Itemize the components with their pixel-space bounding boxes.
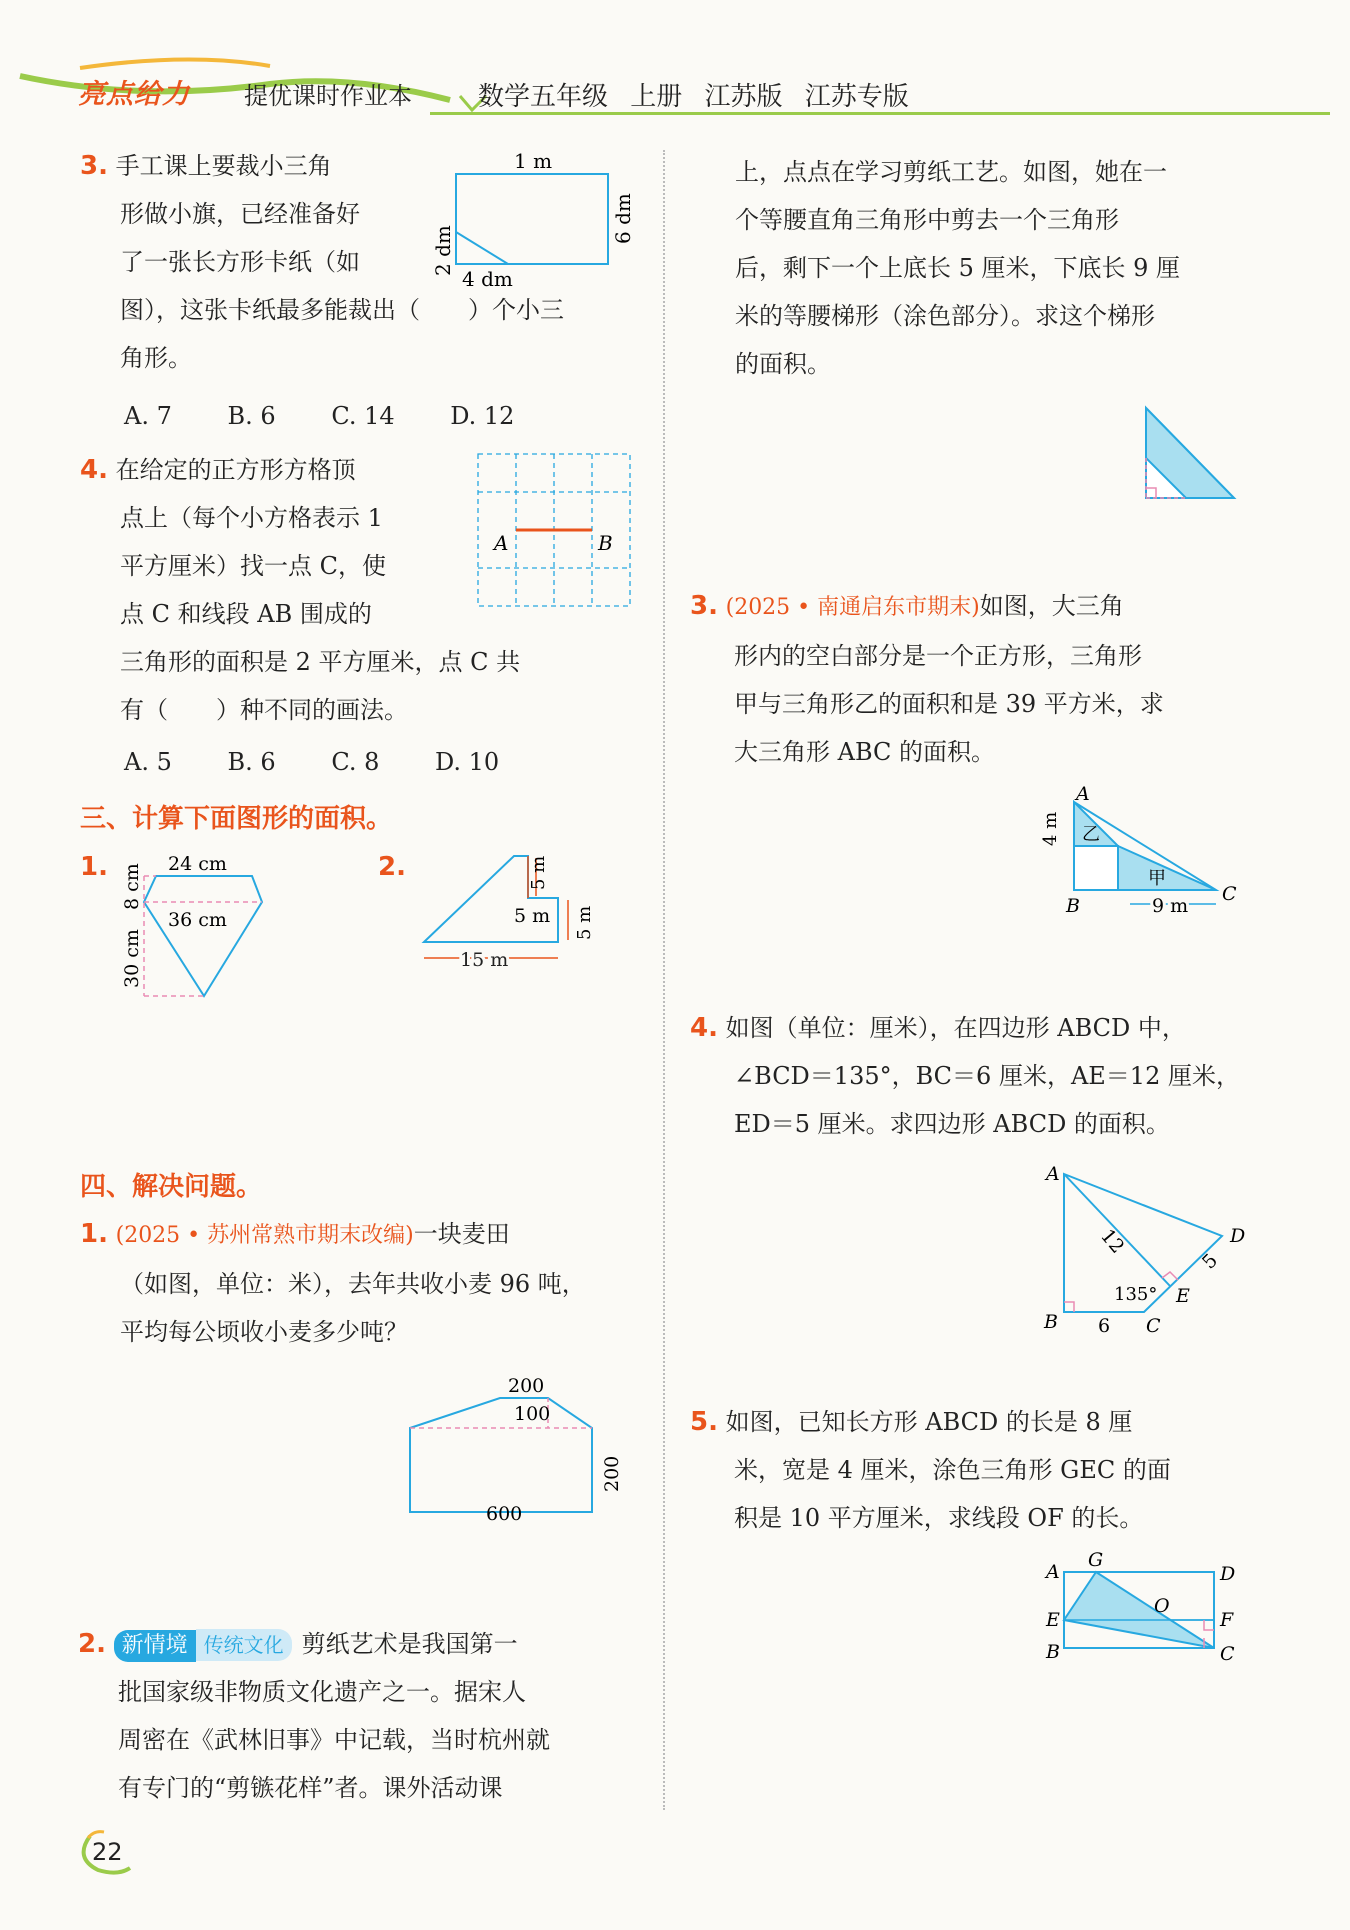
label-jia: 甲 xyxy=(1148,868,1166,889)
label-right: 5 m xyxy=(574,905,595,940)
question-text: 批国家级非物质文化遗产之一。据宋人 xyxy=(118,1678,526,1706)
big-triangle-figure xyxy=(1034,783,1244,940)
label-top: 5 m xyxy=(528,855,549,890)
point-c: C xyxy=(1146,1315,1161,1337)
question-text: 一块麦田 xyxy=(413,1220,510,1248)
option[interactable]: B. 6 xyxy=(227,748,276,776)
question-number: 3. xyxy=(690,591,718,621)
options-q3 xyxy=(124,402,562,430)
question-text: 有（ ）种不同的画法。 xyxy=(120,696,408,724)
point-a: A xyxy=(494,531,509,555)
option[interactable]: A. 7 xyxy=(124,402,172,430)
label-left: 2 dm xyxy=(431,225,455,276)
question-text: 个等腰直角三角形中剪去一个三角形 xyxy=(735,206,1119,234)
question-number: 1. xyxy=(80,1219,108,1249)
label-mid: 36 cm xyxy=(168,909,227,931)
card-rectangle-figure xyxy=(431,148,640,292)
point-a: A xyxy=(1046,1163,1060,1185)
label-ed: 5 xyxy=(1197,1249,1223,1274)
question-text: （如图，单位：米），去年共收小麦 96 吨， xyxy=(120,1270,586,1298)
papercut-figure xyxy=(1140,402,1240,506)
question-number: 2. xyxy=(78,1629,106,1659)
series-title: 提优课时作业本 xyxy=(244,82,412,110)
question-text: 了一张长方形卡纸（如 xyxy=(120,248,360,276)
point-d: D xyxy=(1220,1563,1236,1585)
point-b: B xyxy=(1066,895,1080,917)
point-o: O xyxy=(1154,1595,1170,1617)
label-bottom: 4 dm xyxy=(462,267,513,291)
question-text: 上，点点在学习剪纸工艺。如图，她在一 xyxy=(735,158,1167,186)
header-rule xyxy=(430,112,1330,115)
option[interactable]: A. 5 xyxy=(124,748,172,776)
question-text: 角形。 xyxy=(120,344,192,372)
point-b: B xyxy=(1044,1311,1058,1333)
question-text: 剪纸艺术是我国第一 xyxy=(301,1630,518,1658)
calc-2-number: 2. xyxy=(378,852,406,882)
option[interactable]: C. 14 xyxy=(331,402,395,430)
field-figure xyxy=(400,1364,640,1528)
problem-4 xyxy=(690,1004,1260,1148)
question-text: ED＝5 厘米。求四边形 ABCD 的面积。 xyxy=(734,1110,1170,1138)
label-right: 6 dm xyxy=(611,193,635,244)
label-top: 200 xyxy=(508,1375,545,1397)
point-d: D xyxy=(1230,1225,1246,1247)
question-text: 形内的空白部分是一个正方形，三角形 xyxy=(734,642,1142,670)
question-text: 点 C 和线段 AB 围成的 xyxy=(120,600,372,628)
question-source: (2025 • 南通启东市期末) xyxy=(725,595,980,620)
new-context-tag: 新情境 xyxy=(114,1630,196,1662)
calc-1-figure xyxy=(110,846,280,1020)
question-text: 手工课上要裁小三角 xyxy=(115,152,332,180)
problem-2-continued xyxy=(735,148,1255,388)
label-bottom: 9 m xyxy=(1152,895,1189,917)
label-top: 1 m xyxy=(514,149,553,173)
subject-title: 数学五年级 上册 江苏版 江苏专版 xyxy=(478,82,909,112)
label-bottom: 15 m xyxy=(460,949,509,971)
option[interactable]: D. 10 xyxy=(435,748,500,776)
question-text: 甲与三角形乙的面积和是 39 平方米，求 xyxy=(734,690,1164,718)
brand-logo: 亮点给力 xyxy=(78,79,190,110)
label-bottom: 600 xyxy=(486,1503,523,1525)
question-text: 大三角形 ABC 的面积。 xyxy=(734,738,996,766)
calc-2-figure xyxy=(410,846,620,980)
question-number: 3. xyxy=(80,151,108,181)
point-e: E xyxy=(1046,1609,1060,1631)
question-text: 米的等腰梯形（涂色部分）。求这个梯形 xyxy=(735,302,1155,330)
section-4-title: 四、解决问题。 xyxy=(80,1172,263,1202)
problem-1 xyxy=(80,1210,640,1356)
options-q4 xyxy=(124,748,547,776)
option[interactable]: B. 6 xyxy=(227,402,276,430)
option[interactable]: D. 12 xyxy=(450,402,515,430)
label-ae: 12 xyxy=(1096,1225,1129,1258)
label-angle: 135° xyxy=(1114,1284,1158,1305)
grid-figure xyxy=(474,450,634,614)
point-b: B xyxy=(598,531,613,555)
point-a: A xyxy=(1046,1561,1060,1583)
question-text: 如图，大三角 xyxy=(979,592,1124,620)
question-text: ∠BCD＝135°，BC＝6 厘米，AE＝12 厘米， xyxy=(734,1062,1240,1090)
rectangle-gec-figure xyxy=(1036,1550,1246,1674)
question-text: 如图，已知长方形 ABCD 的长是 8 厘 xyxy=(725,1408,1133,1436)
label-side1: 8 cm xyxy=(121,863,143,910)
label-right: 200 xyxy=(601,1455,623,1492)
culture-tag: 传统文化 xyxy=(196,1629,292,1661)
question-number: 4. xyxy=(690,1013,718,1043)
option[interactable]: C. 8 xyxy=(331,748,380,776)
label-top: 24 cm xyxy=(168,853,227,875)
question-text: 后，剩下一个上底长 5 厘米，下底长 9 厘 xyxy=(735,254,1181,282)
question-text: 在给定的正方形方格顶 xyxy=(115,456,356,484)
problem-5 xyxy=(690,1398,1260,1542)
question-text: 平均每公顷收小麦多少吨？ xyxy=(120,1318,408,1346)
question-text: 的面积。 xyxy=(735,350,831,378)
problem-2 xyxy=(78,1620,648,1812)
label-yi: 乙 xyxy=(1082,824,1100,845)
question-text: 形做小旗，已经准备好 xyxy=(120,200,360,228)
label-bc: 6 xyxy=(1098,1315,1111,1337)
question-text: 点上（每个小方格表示 1 xyxy=(120,504,383,532)
label-mid: 100 xyxy=(514,1403,551,1425)
label-left: 4 m xyxy=(1040,811,1061,846)
column-divider xyxy=(663,150,665,1810)
question-number: 4. xyxy=(80,455,108,485)
question-source: (2025 • 苏州常熟市期末改编) xyxy=(115,1223,414,1248)
question-text: 积是 10 平方厘米，求线段 OF 的长。 xyxy=(734,1504,1144,1532)
point-c: C xyxy=(1222,883,1237,905)
point-f: F xyxy=(1220,1609,1234,1631)
point-a: A xyxy=(1076,783,1090,805)
calc-1-number: 1. xyxy=(80,852,108,882)
question-text: 米，宽是 4 厘米，涂色三角形 GEC 的面 xyxy=(734,1456,1171,1484)
question-text: 三角形的面积是 2 平方厘米，点 C 共 xyxy=(120,648,521,676)
page-header xyxy=(0,56,1350,116)
quadrilateral-figure xyxy=(1034,1158,1254,1342)
point-b: B xyxy=(1046,1641,1060,1663)
point-g: G xyxy=(1088,1549,1104,1571)
question-text: 图），这张卡纸最多能裁出（ ）个小三 xyxy=(120,296,564,324)
section-3-title: 三、计算下面图形的面积。 xyxy=(80,804,393,834)
question-number: 5. xyxy=(690,1407,718,1437)
label-mid: 5 m xyxy=(514,905,551,927)
question-text: 有专门的“剪镞花样”者。课外活动课 xyxy=(118,1774,503,1802)
label-side2: 30 cm xyxy=(121,929,143,988)
problem-3 xyxy=(690,582,1260,776)
point-c: C xyxy=(1220,1643,1235,1665)
question-text: 平方厘米）找一点 C，使 xyxy=(120,552,386,580)
question-text: 周密在《武林旧事》中记载，当时杭州就 xyxy=(118,1726,550,1754)
question-text: 如图（单位：厘米），在四边形 ABCD 中， xyxy=(725,1014,1186,1042)
point-e: E xyxy=(1176,1285,1190,1307)
page-number: 22 xyxy=(92,1838,123,1866)
